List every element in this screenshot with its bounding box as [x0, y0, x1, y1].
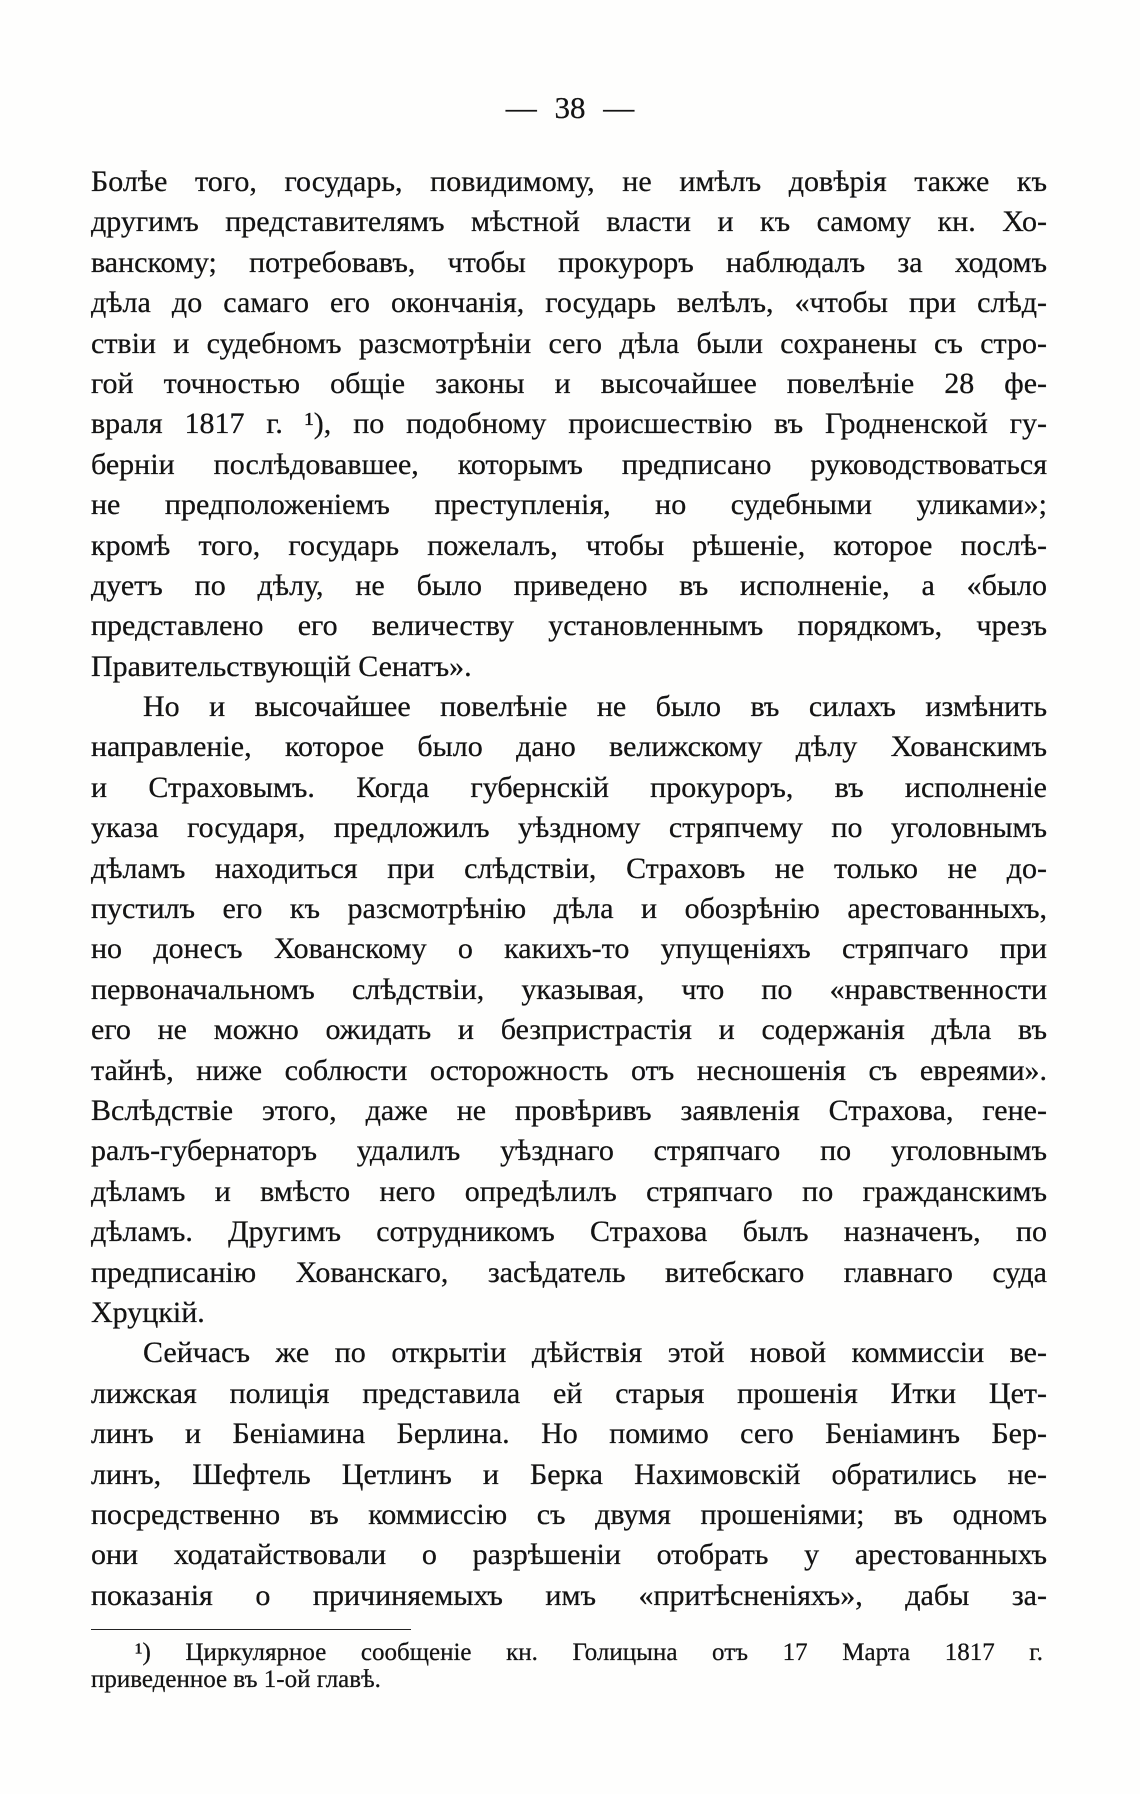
text-line: дуетъ по дѣлу, не было приведено въ исполненіе, а «было — [91, 568, 1047, 602]
text-line: дѣламъ и вмѣсто него опредѣлилъ стряпчаго по гражданскимъ — [91, 1174, 1047, 1208]
text-line: гой точностью общіе законы и высочайшее повелѣніе 28 фе- — [91, 366, 1047, 400]
paragraph-1 — [91, 162, 1047, 687]
body-text — [91, 162, 1047, 1616]
text-line: Хруцкій. — [91, 1295, 205, 1329]
text-line: направленіе, которое было дано велижскому дѣлу Хованскимъ — [91, 730, 1047, 764]
text-line: другимъ представителямъ мѣстной власти и къ самому кн. Хо- — [91, 205, 1047, 239]
text-line: предписанію Хованскаго, засѣдатель витебскаго главнаго суда — [91, 1255, 1047, 1289]
text-line: Но и высочайшее повелѣніе не было въ силахъ измѣнить — [143, 690, 1047, 724]
text-line: Правительствующій Сенатъ». — [91, 649, 472, 683]
text-line: дѣламъ находиться при слѣдствіи, Страховъ не только не до- — [91, 851, 1047, 885]
text-line: кромѣ того, государь пожелалъ, чтобы рѣшеніе, которое послѣ- — [91, 528, 1047, 562]
text-line: представлено его величеству установленнымъ порядкомъ, чрезъ — [91, 609, 1047, 643]
footnote-line: ¹) Циркулярное сообщеніе кн. Голицына отъ 17 Марта 1817 г. — [135, 1639, 1043, 1666]
text-line: показанія о причиняемыхъ имъ «притѣсненіяхъ», дабы за- — [91, 1578, 1047, 1612]
text-line: берніи послѣдовавшее, которымъ предписано руководствоваться — [91, 447, 1047, 481]
text-line-footnote-ref: враля 1817 г. ¹), по подобному происшествію въ Гродненской гу- — [91, 407, 1047, 441]
text-line: линъ и Беніамина Берлина. Но помимо сего Беніаминъ Бер- — [91, 1417, 1047, 1451]
page-number: — 38 — — [505, 90, 635, 125]
footnote-rule — [91, 1629, 411, 1630]
text-line: ствіи и судебномъ разсмотрѣніи сего дѣла были сохранены съ стро- — [91, 326, 1047, 360]
footnote-line: приведенное въ 1-ой главѣ. — [91, 1666, 381, 1693]
text-line: его не можно ожидать и безпристрастія и содержанія дѣла въ — [91, 1013, 1047, 1047]
text-line: указа государя, предложилъ уѣздному стряпчему по уголовнымъ — [91, 811, 1047, 845]
text-line: и Страховымъ. Когда губернскій прокуроръ, въ исполненіе — [91, 770, 1047, 804]
text-line: тайнѣ, ниже соблюсти осторожность отъ несношенія съ евреями». — [91, 1053, 1047, 1087]
text-line: Болѣе того, государь, повидимому, не имѣлъ довѣрія также къ — [91, 165, 1047, 198]
text-line: Вслѣдствіе этого, даже не провѣривъ заявленія Страхова, гене- — [91, 1093, 1047, 1127]
text-line: но донесъ Хованскому о какихъ-то упущеніяхъ стряпчаго при — [91, 932, 1047, 966]
text-line: не предположеніемъ преступленія, но судебными уликами»; — [91, 488, 1047, 522]
paragraph-3 — [91, 1333, 1047, 1616]
text-line: ванскому; потребовавъ, чтобы прокуроръ наблюдалъ за ходомъ — [91, 245, 1047, 279]
text-line: они ходатайствовали о разрѣшеніи отобрать у арестованныхъ — [91, 1538, 1047, 1572]
text-line: первоначальномъ слѣдствіи, указывая, что по «нравственности — [91, 972, 1047, 1006]
text-line: пустилъ его къ разсмотрѣнію дѣла и обозрѣнію арестованныхъ, — [91, 892, 1047, 926]
text-line: линъ, Шефтель Цетлинъ и Берка Нахимовскій обратились не- — [91, 1457, 1047, 1491]
text-line: дѣла до самаго его окончанія, государь велѣлъ, «чтобы при слѣд- — [91, 286, 1047, 320]
footnote — [91, 1639, 1043, 1693]
text-line: посредственно въ коммиссію съ двумя прошеніями; въ одномъ — [91, 1497, 1047, 1531]
paragraph-2 — [91, 687, 1047, 1333]
text-line: лижская полиція представила ей старыя прошенія Итки Цет- — [91, 1376, 1047, 1410]
text-line: ралъ-губернаторъ удалилъ уѣзднаго стряпчаго по уголовнымъ — [91, 1134, 1047, 1168]
text-line: Сейчасъ же по открытіи дѣйствія этой новой коммиссіи ве- — [143, 1336, 1047, 1370]
text-line: дѣламъ. Другимъ сотрудникомъ Страхова былъ назначенъ, по — [91, 1215, 1047, 1249]
